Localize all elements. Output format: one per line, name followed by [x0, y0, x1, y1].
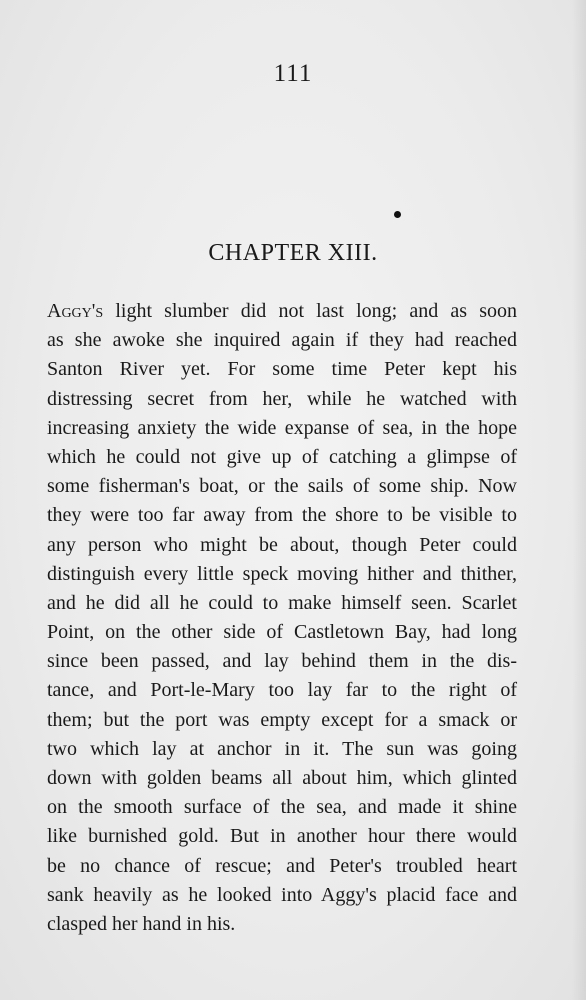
paragraph-line: sank heavily as he looked into Aggy's placid face and [47, 883, 517, 906]
paragraph-line: distinguish every little speck moving hither and thither, [47, 562, 517, 585]
ornament-dot [394, 211, 401, 218]
paragraph-line-1-rest: light slumber did not last long; and as soon [103, 300, 517, 322]
paragraph-line: some fisherman's boat, or the sails of some ship. Now [47, 475, 517, 498]
paragraph-line: as she awoke she inquired again if they had reached [47, 329, 517, 352]
paragraph-line: down with golden beams all about him, which glinted [47, 767, 517, 789]
paragraph-line: and he did all he could to make himself seen. Scarlet [47, 591, 517, 614]
paragraph-line: two which lay at anchor in it. The sun was going [47, 737, 517, 760]
paragraph-line: they were too far away from the shore to be visible to [47, 504, 517, 527]
paragraph-line: on the smooth surface of the sea, and made it shine [47, 796, 517, 819]
paragraph-line: Point, on the other side of Castletown Bay, had long [47, 621, 517, 644]
paragraph-line: distressing secret from her, while he watched with [47, 387, 517, 410]
paragraph-line: like burnished gold. But in another hour there would [47, 825, 517, 848]
page-edge-shadow [572, 0, 586, 1000]
paragraph-line: since been passed, and lay behind them in the dis- [47, 650, 517, 673]
opening-word: Aggy's [47, 300, 104, 322]
paragraph-line: be no chance of rescue; and Peter's troubled heart [47, 854, 517, 877]
paragraph-line-1 [47, 297, 517, 326]
paragraph-line: which he could not give up of catching a glimpse of [47, 445, 517, 468]
chapter-paragraph [47, 297, 517, 939]
paragraph-line: any person who might be about, though Peter could [47, 533, 517, 556]
paragraph-line: tance, and Port-le-Mary too lay far to the right of [47, 679, 517, 702]
paragraph-line: them; but the port was empty except for a smack or [47, 708, 517, 731]
chapter-title: CHAPTER XIII. [208, 240, 378, 266]
paragraph-last-line: clasped her hand in his. [47, 912, 236, 935]
page-number: 111 [273, 60, 313, 87]
paragraph-line: increasing anxiety the wide expanse of sea, in the hope [47, 416, 517, 439]
paragraph-line: Santon River yet. For some time Peter kept his [47, 358, 517, 381]
